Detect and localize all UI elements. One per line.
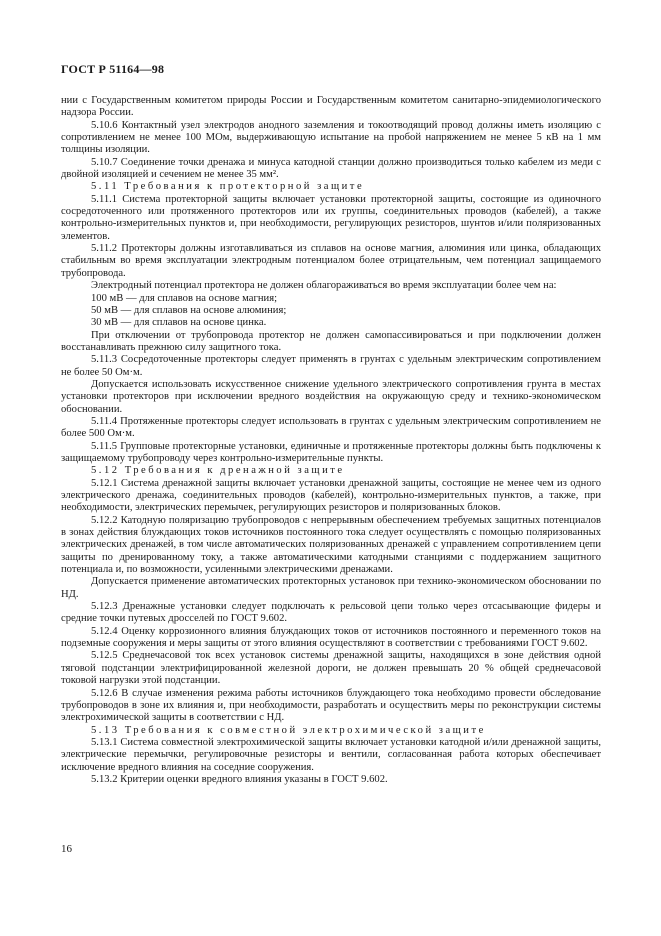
paragraph-potential: Электродный потенциал протектора не должен облагораживаться во время эксплуатации более чем на: [91, 280, 557, 292]
list-item-zinc: 30 мВ — для сплавов на основе цинка. [91, 317, 267, 329]
page-body [61, 95, 601, 786]
section-heading-5-11: 5.11 Требования к протекторной защите [91, 181, 365, 193]
document-header: ГОСТ Р 51164—98 [61, 62, 165, 76]
clause-5-12-3: 5.12.3 Дренажные установки следует подключать к рельсовой цепи только через отсасывающие фидеры и средние точки путевых дросселей по ГОСТ 9.602. [61, 601, 601, 625]
clause-5-12-5: 5.12.5 Среднечасовой ток всех установок системы дренажной защиты, находящихся в зоне действия одной тяговой подстанции электрифицированной железной дороги, не должен превышать 20 % общей среднечасовой токовой нагрузки этой подстанции. [61, 650, 601, 687]
section-heading-5-12: 5.12 Требования к дренажной защите [91, 465, 345, 477]
paragraph-soil-resistance: Допускается использовать искусственное снижение удельного электрического сопротивления грунта в местах установки протекторов при исключении вредного воздействия на окружающую среду и технико-экономическом обосновании. [61, 378, 601, 415]
page-number: 16 [61, 843, 72, 855]
clause-5-13-1: 5.13.1 Система совместной электрохимической защиты включает установки катодной и/или дренажной защиты, электрические перемычки, регулировочные резисторы и вентили, согласованная работа которых обеспечивает исключение вредного влияния на соседние сооружения. [61, 736, 601, 773]
paragraph-continuation: нии с Государственным комитетом природы России и Государственным комитетом санитарно-эпидемиологического надзора России. [61, 95, 601, 119]
clause-5-10-7: 5.10.7 Соединение точки дренажа и минуса катодной станции должно производиться только кабелем из меди с двойной изоляцией и сечением не менее 35 мм². [61, 156, 601, 181]
section-heading-5-13: 5.13 Требования к совместной электрохимической защите [91, 724, 486, 736]
clause-5-12-6: 5.12.6 В случае изменения режима работы источников блуждающего тока необходимо провести обследование трубопроводов в зоне их влияния и, при необходимости, разработать и осуществить меры по реконструкции системы электрохимической защиты в соответствии с НД. [61, 687, 601, 724]
clause-5-11-1: 5.11.1 Система протекторной защиты включает установки протекторной защиты, состоящие из одиночного сосредоточенного или протяженного протекторов или их группы, соединительных проводов (кабелей), а также контрольно-измерительных пунктов и, при необходимости, регулирующих резисторов, шунтов и/или поляризованных элементов. [61, 193, 601, 242]
clause-5-12-1: 5.12.1 Система дренажной защиты включает установки дренажной защиты, состоящие не менее чем из одного электрического дренажа, соединительных проводов (кабелей), контрольно-измерительных пунктов, а также, при необходимости, электрических перемычек, регулирующих резисторов и поляризованных блоков. [61, 477, 601, 514]
paragraph-automatic-units: Допускается применение автоматических протекторных установок при технико-экономическом обосновании по НД. [61, 576, 601, 600]
clause-5-12-2: 5.12.2 Катодную поляризацию трубопроводов с непрерывным обеспечением требуемых защитных потенциалов в зонах действия блуждающих токов источников постоянного тока следует осуществлять с помощью поляризованных электрических дренажей, в том числе автоматических поляризованных дренажей с управлением сопротивлением цепи защиты по дренированному току, а также автоматическими катодными станциями с поддержанием защитного потенциала и, по возможности, усиленными электрическими дренажами. [61, 514, 601, 576]
paragraph-disconnect: При отключении от трубопровода протектор не должен самопассивироваться и при подключении должен восстанавливать прежнюю силу защитного тока. [61, 329, 601, 353]
clause-5-11-5: 5.11.5 Групповые протекторные установки, единичные и протяженные протекторы должны быть подключены к защищаемому трубопроводу через контрольно-измерительные пункты. [61, 440, 601, 464]
clause-5-11-3: 5.11.3 Сосредоточенные протекторы следует применять в грунтах с удельным электрическим сопротивлением не более 50 Ом·м. [61, 354, 601, 378]
clause-5-11-2: 5.11.2 Протекторы должны изготавливаться из сплавов на основе магния, алюминия или цинка, обладающих стабильным во время эксплуатации электродным потенциалом более отрицательным, чем потенциал защищаемого трубопровода. [61, 243, 601, 279]
list-item-aluminium: 50 мВ — для сплавов на основе алюминия; [91, 304, 287, 316]
list-item-magnesium: 100 мВ — для сплавов на основе магния; [91, 292, 278, 304]
clause-5-10-6: 5.10.6 Контактный узел электродов анодного заземления и токоотводящий провод должны иметь изоляцию с сопротивлением не менее 100 МОм, выдерживающую испытание на пробой напряжением не менее 5 кВ на 1 мм толщины изоляции. [61, 119, 601, 156]
clause-5-11-4: 5.11.4 Протяженные протекторы следует использовать в грунтах с удельным электрическим сопротивлением не более 500 Ом·м. [61, 415, 601, 440]
clause-5-13-2: 5.13.2 Критерии оценки вредного влияния указаны в ГОСТ 9.602. [91, 773, 388, 785]
clause-5-12-4: 5.12.4 Оценку коррозионного влияния блуждающих токов от источников постоянного и переменного токов на подземные сооружения и меры защиты от этого влияния осуществляют в соответствии с требованиями ГОСТ 9.602. [61, 625, 601, 650]
